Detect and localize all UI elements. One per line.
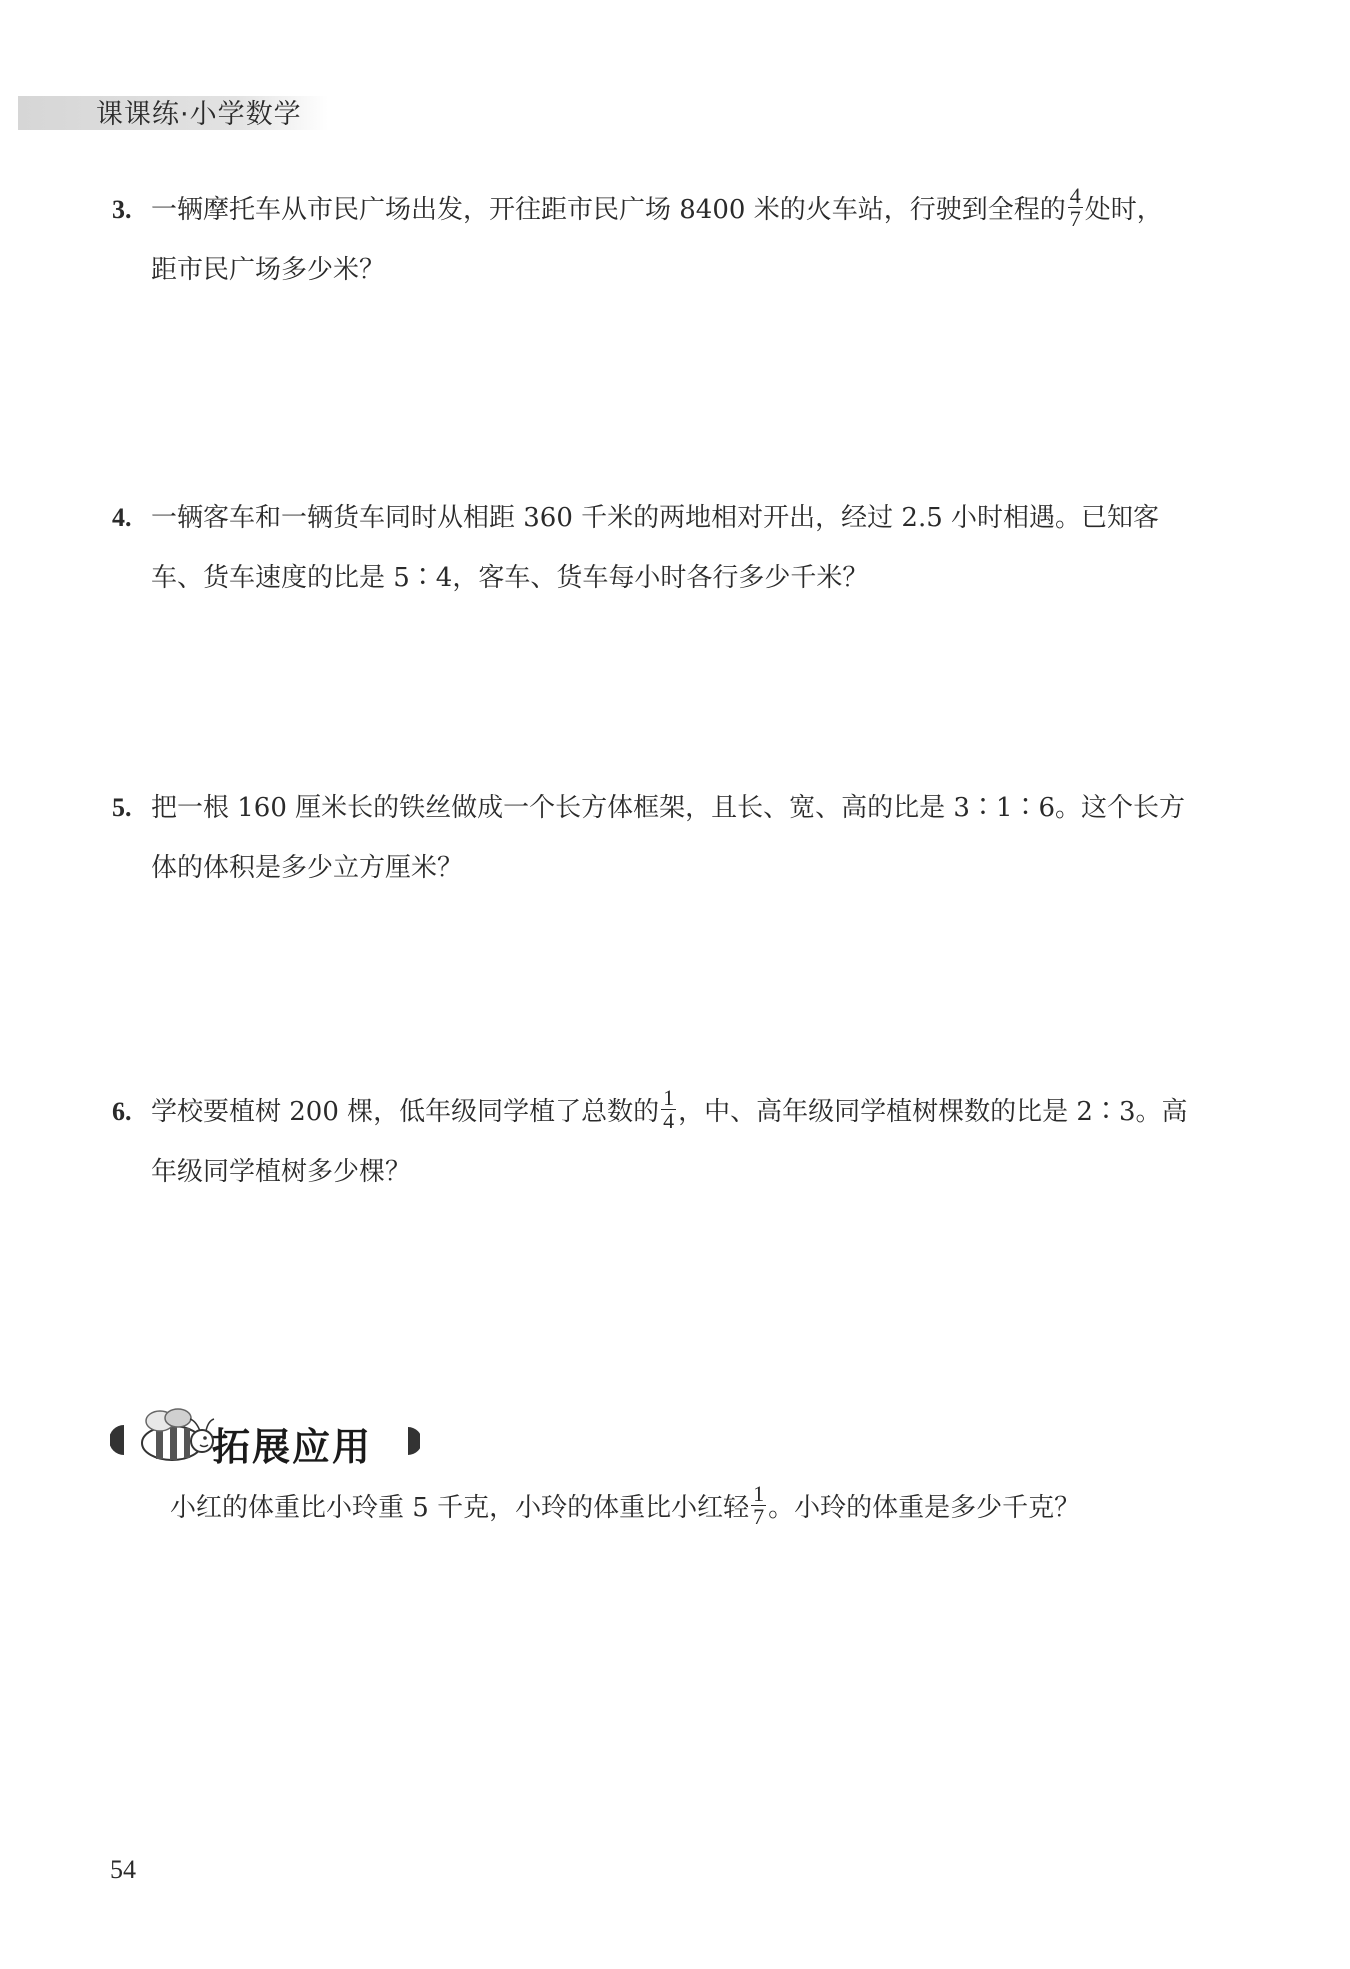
problem-number: 3. bbox=[112, 195, 132, 224]
fraction: $\frac{4}{7}$ bbox=[1069, 182, 1081, 231]
problem-line-1: 一辆摩托车从市民广场出发，开往距市民广场 8400 米的火车站，行驶到全程的 $\frac{4}{7}$ 处时， bbox=[151, 182, 1163, 231]
problem-line-1: 学校要植树 200 棵，低年级同学植了总数的 $\frac{1}{4}$ ，中、高年级同学植树棵数的比是 2∶3。高 bbox=[151, 1084, 1188, 1133]
fraction: $\frac{1}{7}$ bbox=[753, 1480, 765, 1529]
extension-problem bbox=[170, 1478, 1270, 1538]
problem-line-2: 距市民广场多少米？ bbox=[151, 255, 386, 285]
problem-number: 6. bbox=[112, 1097, 132, 1126]
problem-line-1: 一辆客车和一辆货车同时从相距 360 千米的两地相对开出，经过 2.5 小时相遇。已知客 bbox=[151, 503, 1160, 533]
problem-6 bbox=[112, 1082, 1212, 1202]
problem-line-2: 体的体积是多少立方厘米？ bbox=[151, 853, 464, 883]
problem-number: 4. bbox=[112, 503, 132, 532]
problem-5 bbox=[112, 778, 1212, 898]
fraction: $\frac{1}{4}$ bbox=[663, 1084, 675, 1133]
problem-line-2: 年级同学植树多少棵？ bbox=[151, 1157, 412, 1187]
header-title: 课课练·小学数学 bbox=[96, 99, 302, 130]
problem-line-1: 小红的体重比小玲重 5 千克，小玲的体重比小红轻 $\frac{1}{7}$ 。小玲的体重是多少千克？ bbox=[170, 1480, 1081, 1529]
problem-line-2: 车、货车速度的比是 5∶4，客车、货车每小时各行多少千米？ bbox=[151, 563, 869, 593]
problem-3 bbox=[112, 180, 1212, 300]
section-title: 拓展应用 bbox=[212, 1425, 373, 1469]
problem-4 bbox=[112, 488, 1212, 608]
page-number: 54 bbox=[110, 1855, 136, 1884]
problem-number: 5. bbox=[112, 793, 132, 822]
problem-line-1: 把一根 160 厘米长的铁丝做成一个长方体框架，且长、宽、高的比是 3∶1∶6。这个长方 bbox=[151, 793, 1186, 823]
